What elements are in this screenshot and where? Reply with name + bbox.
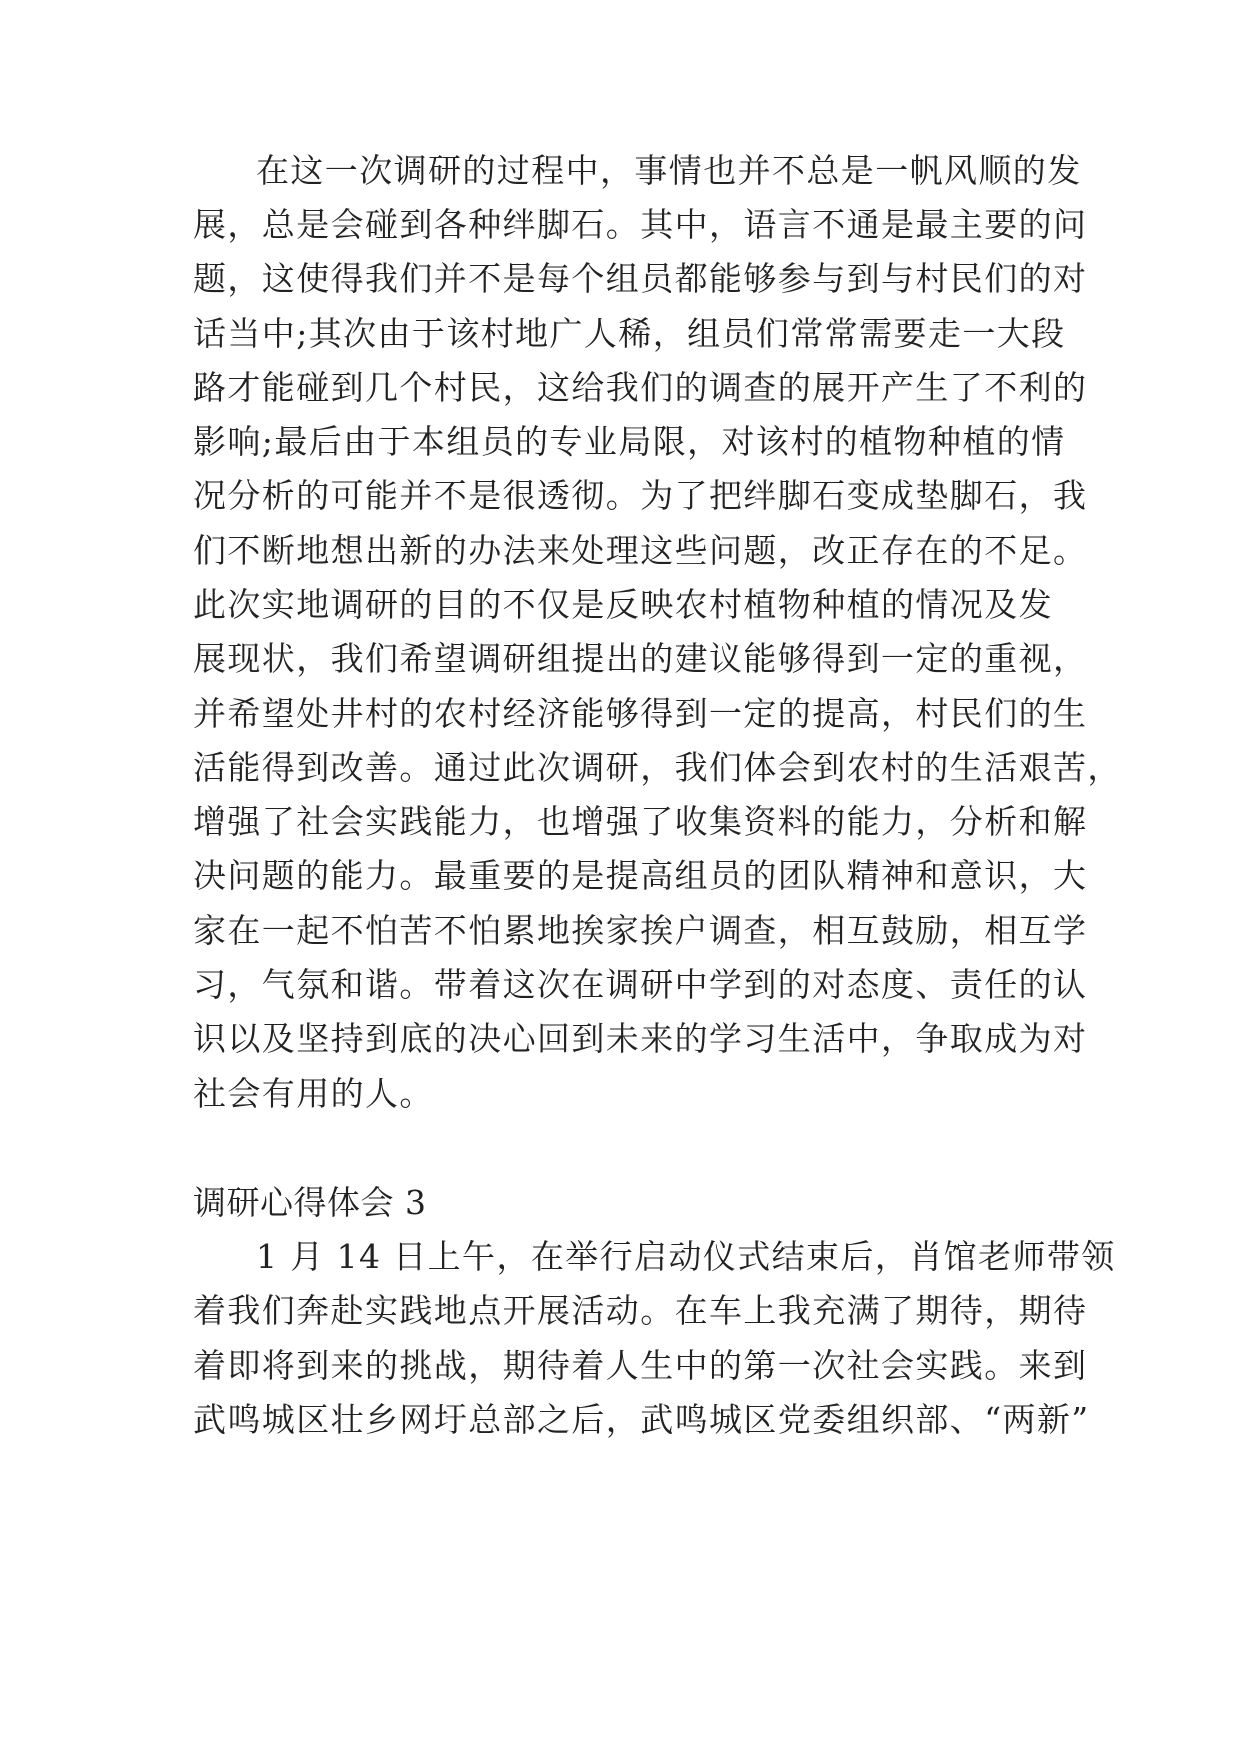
paragraph-line: 1 月 14 日上午，在举行启动仪式结束后，肖馆老师带领 xyxy=(256,1237,1116,1276)
paragraph-line: 社会有用的人。 xyxy=(193,1074,434,1113)
paragraph-line: 展现状，我们希望调研组提出的建议能够得到一定的重视， xyxy=(193,639,1088,678)
paragraph-line: 并希望处井村的农村经济能够得到一定的提高，村民们的生 xyxy=(193,694,1088,733)
paragraph-line: 着即将到来的挑战，期待着人生中的第一次社会实践。来到 xyxy=(193,1346,1088,1385)
paragraph-line: 在这一次调研的过程中，事情也并不总是一帆风顺的发 xyxy=(256,151,1082,190)
paragraph-line: 活能得到改善。通过此次调研，我们体会到农村的生活艰苦， xyxy=(193,748,1122,787)
paragraph-line: 路才能碰到几个村民，这给我们的调查的展开产生了不利的 xyxy=(193,368,1088,407)
paragraph-line: 话当中;其次由于该村地广人稀，组员们常常需要走一大段 xyxy=(193,314,1066,353)
paragraph-line: 们不断地想出新的办法来处理这些问题，改正存在的不足。 xyxy=(193,531,1088,570)
paragraph-line: 决问题的能力。最重要的是提高组员的团队精神和意识，大 xyxy=(193,856,1088,895)
paragraph-line: 影响;最后由于本组员的专业局限，对该村的植物种植的情 xyxy=(193,422,1066,461)
paragraph-line: 着我们奔赴实践地点开展活动。在车上我充满了期待，期待 xyxy=(193,1291,1088,1330)
paragraph-line: 家在一起不怕苦不怕累地挨家挨户调查，相互鼓励，相互学 xyxy=(193,911,1088,950)
paragraph-line: 增强了社会实践能力，也增强了收集资料的能力，分析和解 xyxy=(193,802,1088,841)
paragraph-line: 展，总是会碰到各种绊脚石。其中，语言不通是最主要的问 xyxy=(193,205,1088,244)
paragraph-line: 况分析的可能并不是很透彻。为了把绊脚石变成垫脚石，我 xyxy=(193,476,1088,515)
paragraph-line: 武鸣城区壮乡网圩总部之后，武鸣城区党委组织部、“两新” xyxy=(193,1400,1090,1439)
section-heading: 调研心得体会 3 xyxy=(193,1183,427,1222)
paragraph-line: 此次实地调研的目的不仅是反映农村植物种植的情况及发 xyxy=(193,585,1053,624)
paragraph-line: 识以及坚持到底的决心回到未来的学习生活中，争取成为对 xyxy=(193,1019,1088,1058)
paragraph-line: 习，气氛和谐。带着这次在调研中学到的对态度、责任的认 xyxy=(193,965,1088,1004)
paragraph-line: 题，这使得我们并不是每个组员都能够参与到与村民们的对 xyxy=(193,259,1088,298)
